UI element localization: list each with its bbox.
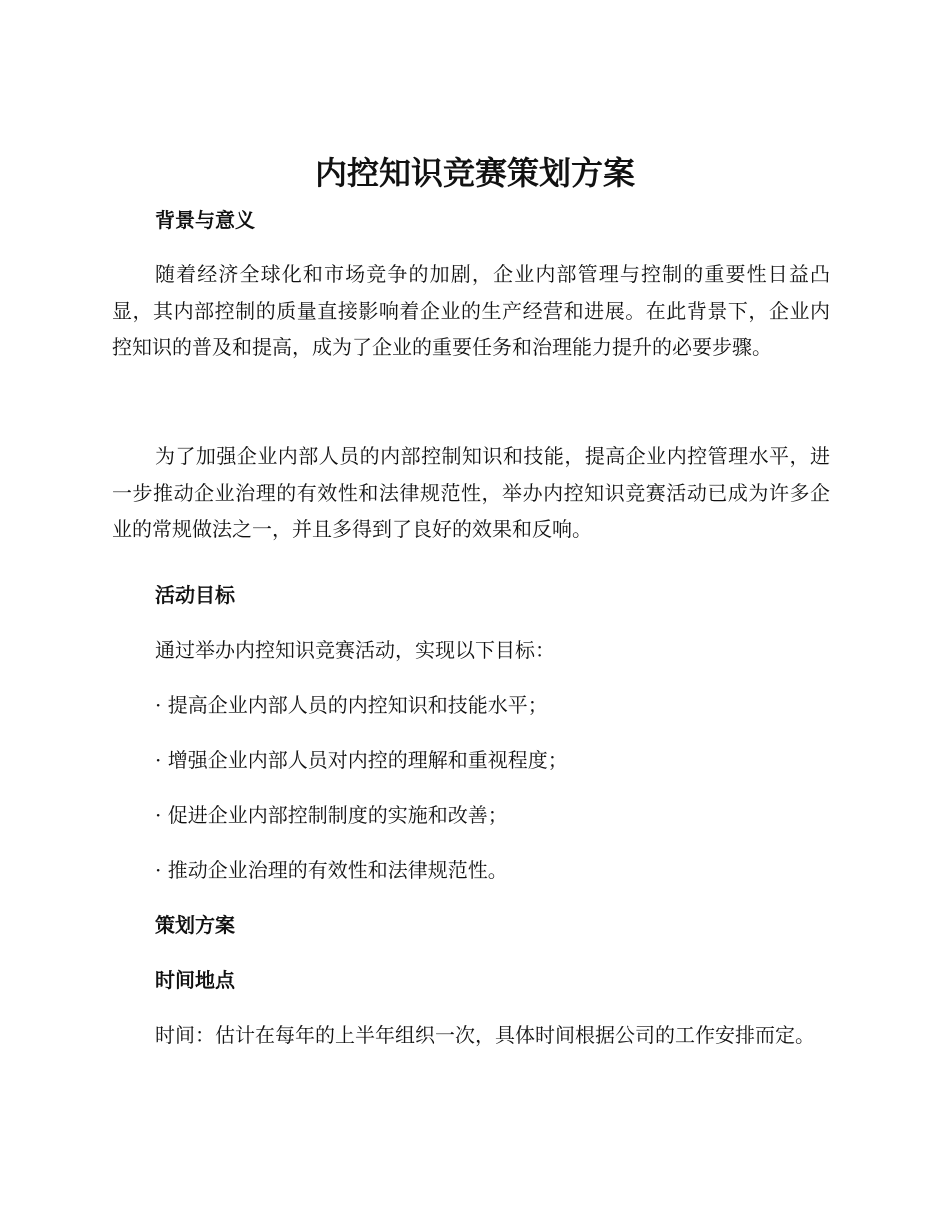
goal-list-item: · 推动企业治理的有效性和法律规范性。: [155, 858, 508, 882]
goal-list-item: · 提高企业内部人员的内控知识和技能水平；: [155, 693, 548, 717]
goals-intro: 通过举办内控知识竞赛活动，实现以下目标：: [155, 638, 555, 662]
section-heading-plan: 策划方案: [155, 913, 235, 937]
section-heading-background: 背景与意义: [155, 208, 255, 232]
background-paragraph-2: 为了加强企业内部人员的内部控制知识和技能，提高企业内控管理水平，进一步推动企业治理的有效性和法律规范性，举办内控知识竞赛活动已成为许多企业的常规做法之一，并且多得到了良好的效果和反响。: [112, 444, 830, 541]
goal-list-item: · 促进企业内部控制制度的实施和改善；: [155, 803, 508, 827]
goal-list-item: · 增强企业内部人员对内控的理解和重视程度；: [155, 748, 568, 772]
section-heading-time-place: 时间地点: [155, 968, 235, 992]
document-title: 内控知识竞赛策划方案: [314, 154, 635, 192]
background-paragraph-1: 随着经济全球化和市场竞争的加剧，企业内部管理与控制的重要性日益凸显，其内部控制的质量直接影响着企业的生产经营和进展。在此背景下，企业内控知识的普及和提高，成为了企业的重要任务和治理能力提升的必要步骤。: [112, 262, 830, 359]
section-heading-goals: 活动目标: [155, 583, 235, 607]
time-paragraph: 时间：估计在每年的上半年组织一次，具体时间根据公司的工作安排而定。: [155, 1023, 815, 1047]
